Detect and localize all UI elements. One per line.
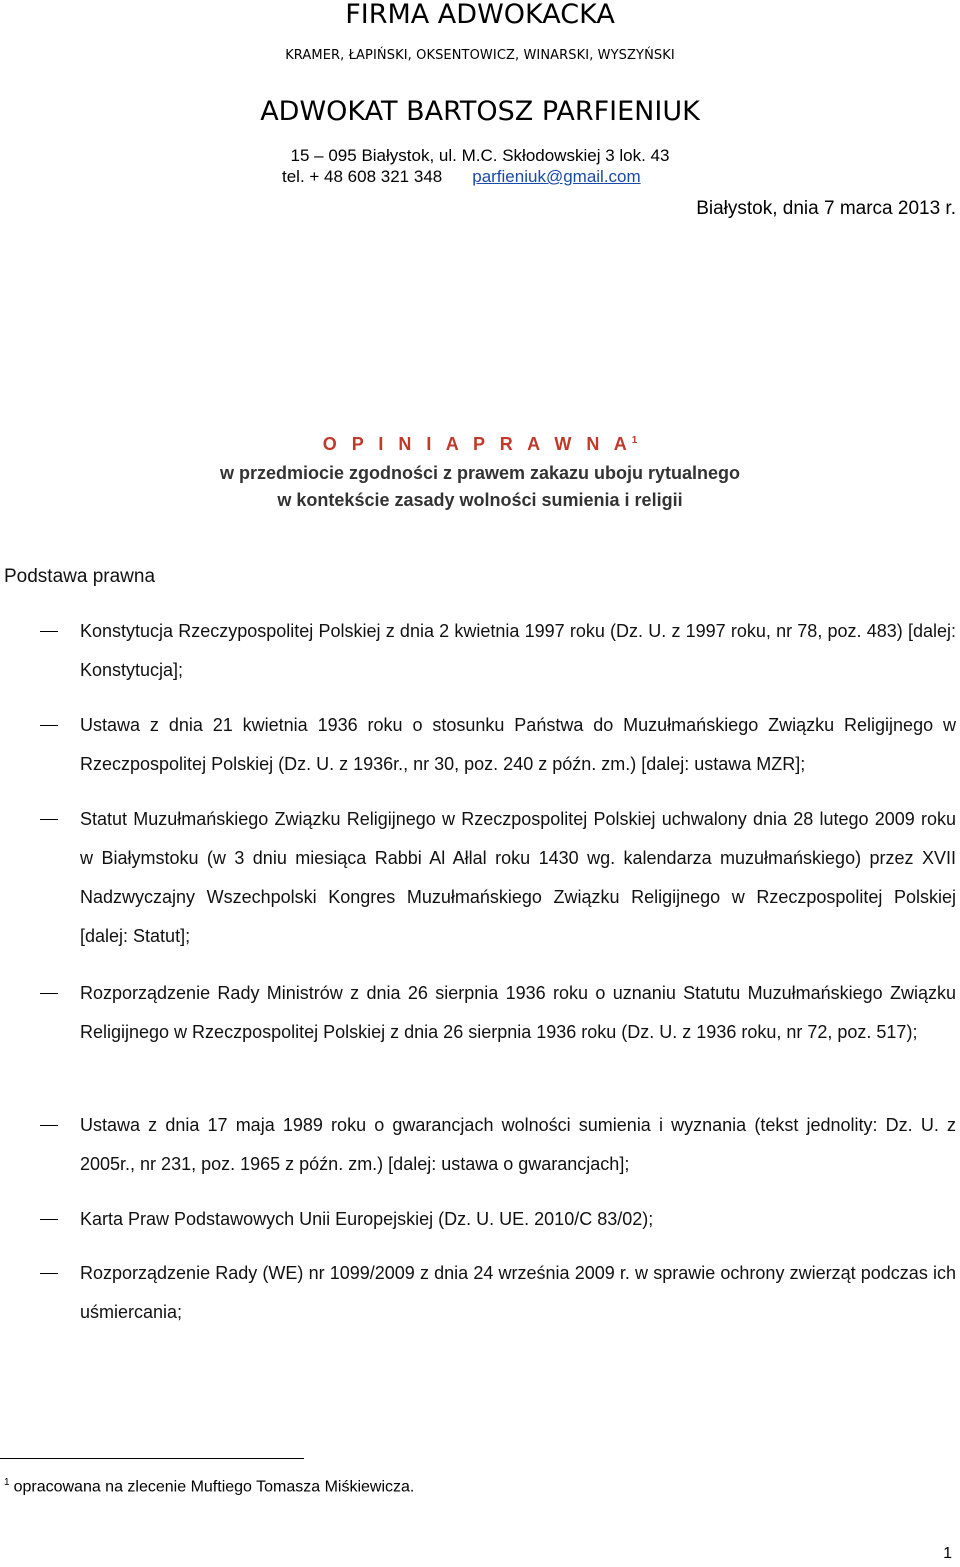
list-dash: [40, 1273, 58, 1274]
document-title: [0, 434, 960, 455]
document-subtitle-line1: w przedmiocie zgodności z prawem zakazu uboju rytualnego: [219, 463, 741, 483]
phone-text: tel. + 48 608 321 348: [282, 167, 443, 186]
list-item: Karta Praw Podstawowych Unii Europejskiej (Dz. U. UE. 2010/C 83/02);: [80, 1209, 654, 1229]
footnote-separator: [0, 1458, 304, 1459]
footnote: [4, 1477, 414, 1496]
list-item: Rozporządzenie Rady (WE) nr 1099/2009 z dnia 24 września 2009 r. w sprawie ochrony zwierząt podczas ich uśmiercania;: [80, 1263, 956, 1322]
footnote-marker: 1: [4, 1477, 10, 1488]
list-dash: [40, 725, 58, 726]
list-dash: [40, 1125, 58, 1126]
contact-line: [282, 167, 641, 187]
lawyer-name: ADWOKAT BARTOSZ PARFIENIUK: [260, 96, 700, 127]
footnote-text: opracowana na zlecenie Muftiego Tomasza Miśkiewicza.: [13, 1478, 415, 1496]
address-line: 15 – 095 Białystok, ul. M.C. Skłodowskiej 3 lok. 43: [290, 146, 670, 165]
email-link[interactable]: parfieniuk@gmail.com: [472, 167, 641, 186]
firm-title: FIRMA ADWOKACKA: [345, 0, 615, 30]
list-dash: [40, 819, 58, 820]
list-dash: [40, 631, 58, 632]
page-number: 1: [943, 1545, 952, 1562]
list-item: Konstytucja Rzeczypospolitej Polskiej z dnia 2 kwietnia 1997 roku (Dz. U. z 1997 roku, nr 78, poz. 483) [dalej: Konstytucja];: [80, 621, 956, 680]
document-subtitle-line2: w kontekście zasady wolności sumienia i religii: [277, 490, 683, 510]
list-item: Ustawa z dnia 21 kwietnia 1936 roku o stosunku Państwa do Muzułmańskiego Związku Religijnego w Rzeczpospolitej Polskiej (Dz. U. z 1936r., nr 30, poz. 240 z późn. zm.) [dalej: ustawa MZR];: [80, 715, 956, 774]
title-footnote-ref[interactable]: 1: [631, 435, 638, 446]
list-dash: [40, 1219, 58, 1220]
document-title-text: O P I N I A P R A W N A: [322, 434, 632, 454]
section-heading: Podstawa prawna: [4, 566, 156, 587]
list-item: Rozporządzenie Rady Ministrów z dnia 26 sierpnia 1936 roku o uznaniu Statutu Muzułmańskiego Związku Religijnego w Rzeczpospolitej Polskiej z dnia 26 sierpnia 1936 roku (Dz. U. z 1936 roku, nr 72, poz. 517);: [80, 983, 956, 1042]
place-date: Białystok, dnia 7 marca 2013 r.: [696, 198, 956, 219]
list-item: Statut Muzułmańskiego Związku Religijnego w Rzeczpospolitej Polskiej uchwalony dnia 28 lutego 2009 roku w Białymstoku (w 3 dniu miesiąca Rabbi Al Ałlal roku 1430 wg. kalendarza muzułmańskiego) przez XVII Nadzwyczajny Wszechpolski Kongres Muzułmańskiego Związku Religijnego w Rzeczpospolitej Polskiej [dalej: Statut];: [80, 809, 956, 946]
list-dash: [40, 993, 58, 994]
firm-partners: KRAMER, ŁAPIŃSKI, OKSENTOWICZ, WINARSKI, WYSZYŃSKI: [285, 48, 675, 63]
list-item: Ustawa z dnia 17 maja 1989 roku o gwarancjach wolności sumienia i wyznania (tekst jednolity: Dz. U. z 2005r., nr 231, poz. 1965 z późn. zm.) [dalej: ustawa o gwarancjach];: [80, 1115, 956, 1174]
